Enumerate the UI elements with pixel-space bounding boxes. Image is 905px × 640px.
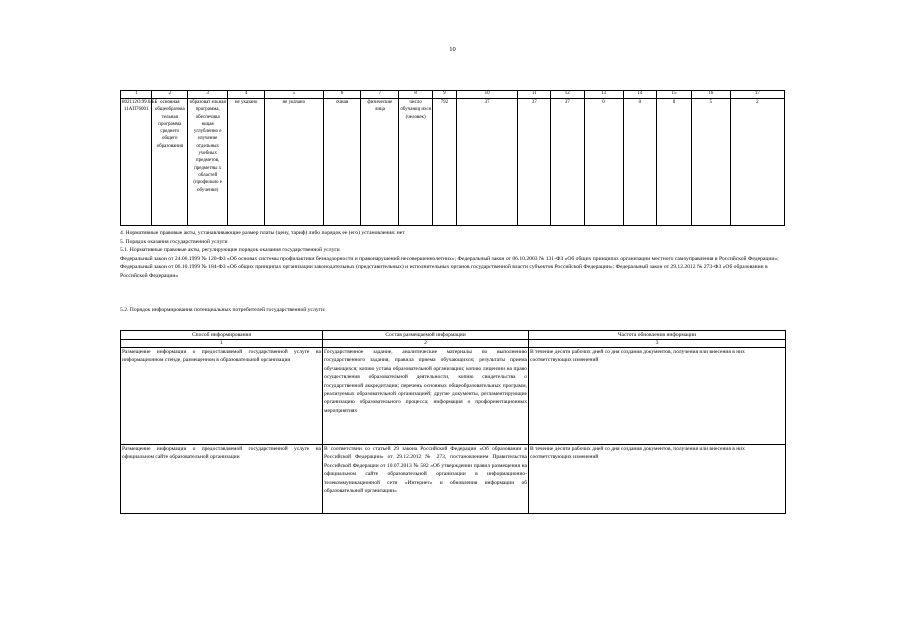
informing-table — [120, 330, 786, 514]
table-cell: очная — [323, 99, 361, 226]
table-cell: 792 — [432, 99, 456, 226]
column-number: 15 — [657, 91, 692, 99]
column-number: 1 — [121, 340, 323, 348]
column-number: 16 — [691, 91, 730, 99]
method-cell: Размещение информации о предоставляемой государственной услуге на официальном сайте образовательной организации — [121, 445, 323, 514]
table-cell: основная общеобразова тельная программа среднего общего образования — [152, 99, 188, 226]
column-number: 14 — [623, 91, 657, 99]
column-number: 9 — [432, 91, 456, 99]
table-header-row — [121, 91, 785, 99]
frequency-cell: В течение десяти рабочих дней со дня создания документов, получения или внесения в них соответствующих изменений — [529, 445, 786, 514]
registry-number-cell: 802112О.99.0.ББ 11АП76001 — [121, 99, 152, 226]
table-cell: образоват ельная программа, обеспечива ющая углубленно е изучение отдельных учебных предметов, предметны х областей (профильно е обучение) — [188, 99, 228, 226]
column-header: Частота обновления информации — [529, 331, 786, 340]
notes-section — [120, 229, 785, 314]
table-cell: число обучающ ихся (человек) — [399, 99, 433, 226]
column-number: 2 — [152, 91, 188, 99]
table-cell: не указано — [228, 99, 265, 226]
regulatory-acts-text: Федеральный закон от 24.06.1999 № 120-ФЗ «Об основах системы профилактики безнадзорности и правонарушений несовершеннолетних»; Федеральный закон от 06.10.2003 № 131-ФЗ «Об общих принципах организации местного самоуправления в Российской Федерации»; Федеральный закон от 06.10.1999 № 184-ФЗ «Об общих принципах организации законодательных (представительных) и исполнительных органов государственной власти субъектов Российской Федерации»; Федеральный закон от 29.12.2012 № 273-ФЗ «Об образовании в Российской Федерации» — [120, 255, 779, 279]
table-cell: 5 — [691, 99, 730, 226]
table-cell: физические лица — [361, 99, 399, 226]
table-row — [121, 445, 786, 514]
service-volume-table — [120, 90, 785, 226]
column-number: 7 — [361, 91, 399, 99]
column-number: 8 — [399, 91, 433, 99]
column-number: 3 — [188, 91, 228, 99]
informing-heading: 5.2. Порядок информирования потенциальных потребителей государственной услуги: — [120, 306, 326, 313]
fee-acts-line: 4. Нормативные правовые акты, устанавливающие размер платы (цену, тариф) либо порядок ее (его) установления: нет — [120, 230, 405, 236]
column-number: 13 — [584, 91, 623, 99]
table-cell: 37 — [518, 99, 550, 226]
table-cell: 0 — [657, 99, 692, 226]
frequency-cell: В течение десяти рабочих дней со дня создания документов, получения или внесения в них соответствующих изменений — [529, 348, 786, 445]
column-number: 5 — [265, 91, 323, 99]
column-number: 6 — [323, 91, 361, 99]
column-number: 17 — [730, 91, 784, 99]
column-number: 10 — [456, 91, 518, 99]
table-cell: 37 — [456, 99, 518, 226]
table-row — [121, 99, 785, 226]
column-number-row — [121, 340, 786, 348]
column-header: Способ информирования — [121, 331, 323, 340]
table-header-row — [121, 331, 786, 340]
content-cell: В соответствии со статьей 29 закона Российской Федерации «Об образовании в Российской Федерации» от 29.12.2012 № 273, постановлением Правительства Российской Федерации от 10.07.2013 № 582 «Об утверждении правил размещения на официальном сайте образовательной организации в информационно-телекоммуникационной сети «Интернет» и обновления информации об образовательной организации» — [323, 445, 529, 514]
page-number: 10 — [449, 46, 456, 53]
column-number: 11 — [518, 91, 550, 99]
table-cell: 2 — [730, 99, 784, 226]
regulatory-acts-heading: 5.1. Нормативные правовые акты, регулирующие порядок оказания государственной услуги — [120, 247, 340, 254]
table-cell: не указано — [265, 99, 323, 226]
table-row — [121, 348, 786, 445]
table-cell: 37 — [550, 99, 584, 226]
table-cell: 0 — [584, 99, 623, 226]
column-number: 4 — [228, 91, 265, 99]
column-number: 12 — [550, 91, 584, 99]
table-cell: 0 — [623, 99, 657, 226]
column-number: 1 — [121, 91, 152, 99]
column-header: Состав размещаемой информации — [323, 331, 529, 340]
procedure-heading: 5. Порядок оказания государственной услуги — [120, 238, 228, 245]
content-cell: Государственное задание, аналитические материалы по выполнению государственного задания, правила приема обучающихся; результаты приема обучающихся; копию устава образовательной организации; копию лицензии на право осуществления образовательной деятельности, копию свидетельства о государственной аккредитации; перечень основных общеобразовательных программ, реализуемых образовательной организацией; другие документы, регламентирующие организацию образовательного процесса; информация о профориентационных мероприятиях — [323, 348, 529, 445]
method-cell: Размещение информации о предоставляемой государственной услуге на информационном стенде, размещенном в образовательной организации — [121, 348, 323, 445]
column-number: 2 — [323, 340, 529, 348]
column-number: 3 — [529, 340, 786, 348]
